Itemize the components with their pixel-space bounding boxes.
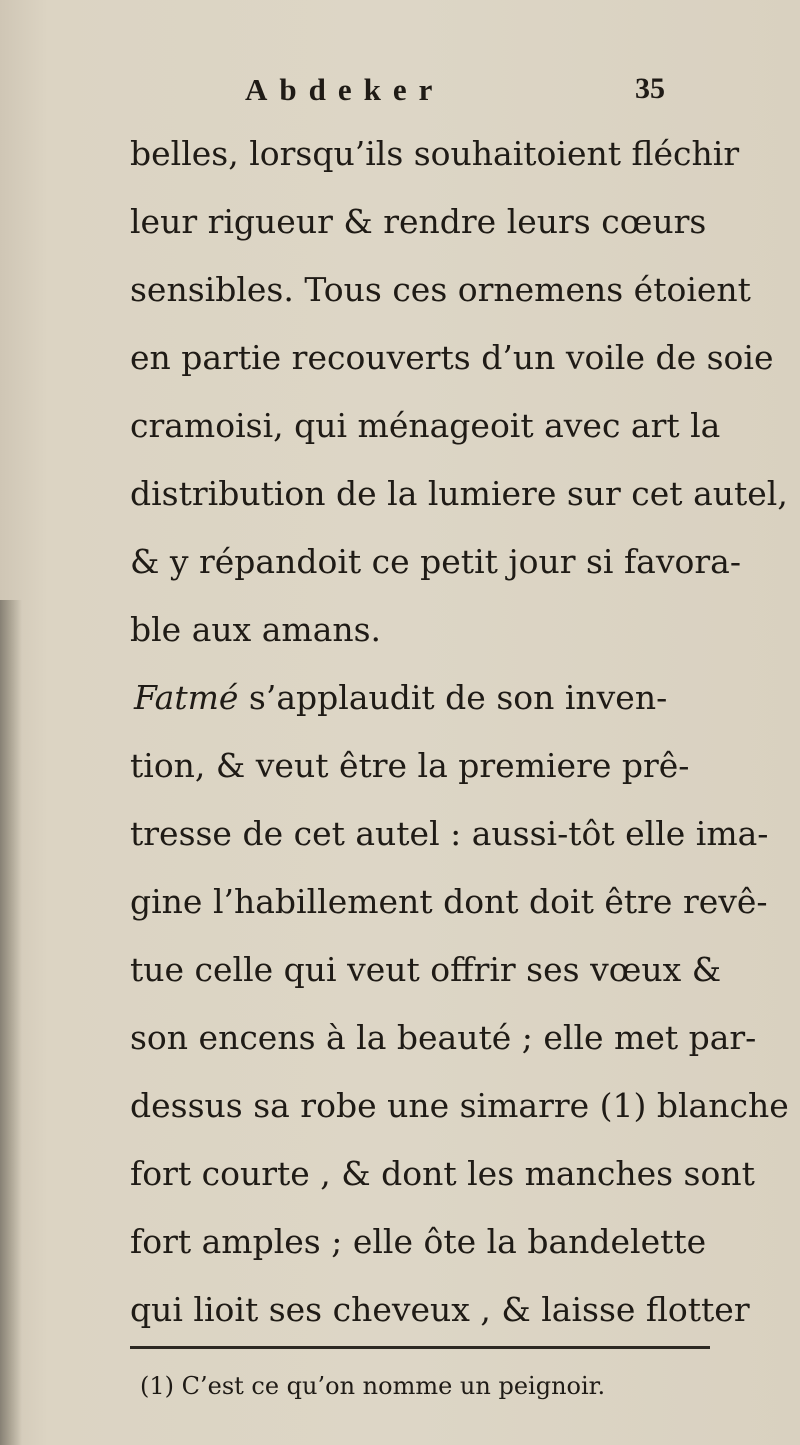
text-line: fort courte , & dont les manches sont bbox=[130, 1154, 755, 1193]
body-text bbox=[130, 120, 789, 1344]
page-gutter-shadow bbox=[0, 600, 22, 1445]
text-line: qui lioit ses cheveux , & laisse flotter bbox=[130, 1290, 750, 1329]
page-number: 35 bbox=[635, 72, 665, 105]
footnote: (1) C’est ce qu’on nomme un peignoir. bbox=[140, 1372, 606, 1400]
text-line: belles, lorsqu’ils souhaitoient fléchir bbox=[130, 134, 740, 173]
text-line: leur rigueur & rendre leurs cœurs bbox=[130, 202, 707, 241]
text-line: dessus sa robe une simarre (1) blanche bbox=[130, 1086, 789, 1125]
text-line-paragraph-start bbox=[130, 664, 710, 732]
text-line: cramoisi, qui ménageoit avec art la bbox=[130, 406, 721, 445]
text-line: tion, & veut être la premiere prê- bbox=[130, 746, 690, 785]
text-line: distribution de la lumiere sur cet autel, bbox=[130, 474, 788, 513]
text-line: & y répandoit ce petit jour si favora- bbox=[130, 542, 741, 581]
text-line: fort amples ; elle ôte la bandelette bbox=[130, 1222, 707, 1261]
text-line: sensibles. Tous ces ornemens étoient bbox=[130, 270, 751, 309]
text-line: ble aux amans. bbox=[130, 610, 382, 649]
footnote-rule bbox=[130, 1346, 710, 1349]
character-name: Fatmé bbox=[134, 678, 239, 717]
page-header bbox=[245, 72, 665, 120]
text-line-rest: s’applaudit de son inven- bbox=[238, 678, 668, 717]
text-line: tue celle qui veut offrir ses vœux & bbox=[130, 950, 722, 989]
text-line: son encens à la beauté ; elle met par- bbox=[130, 1018, 757, 1057]
text-line: gine l’habillement dont doit être revê- bbox=[130, 882, 768, 921]
text-line: en partie recouverts d’un voile de soie bbox=[130, 338, 774, 377]
running-head: Abdeker bbox=[245, 72, 445, 107]
text-line: tresse de cet autel : aussi-tôt elle ima- bbox=[130, 814, 769, 853]
